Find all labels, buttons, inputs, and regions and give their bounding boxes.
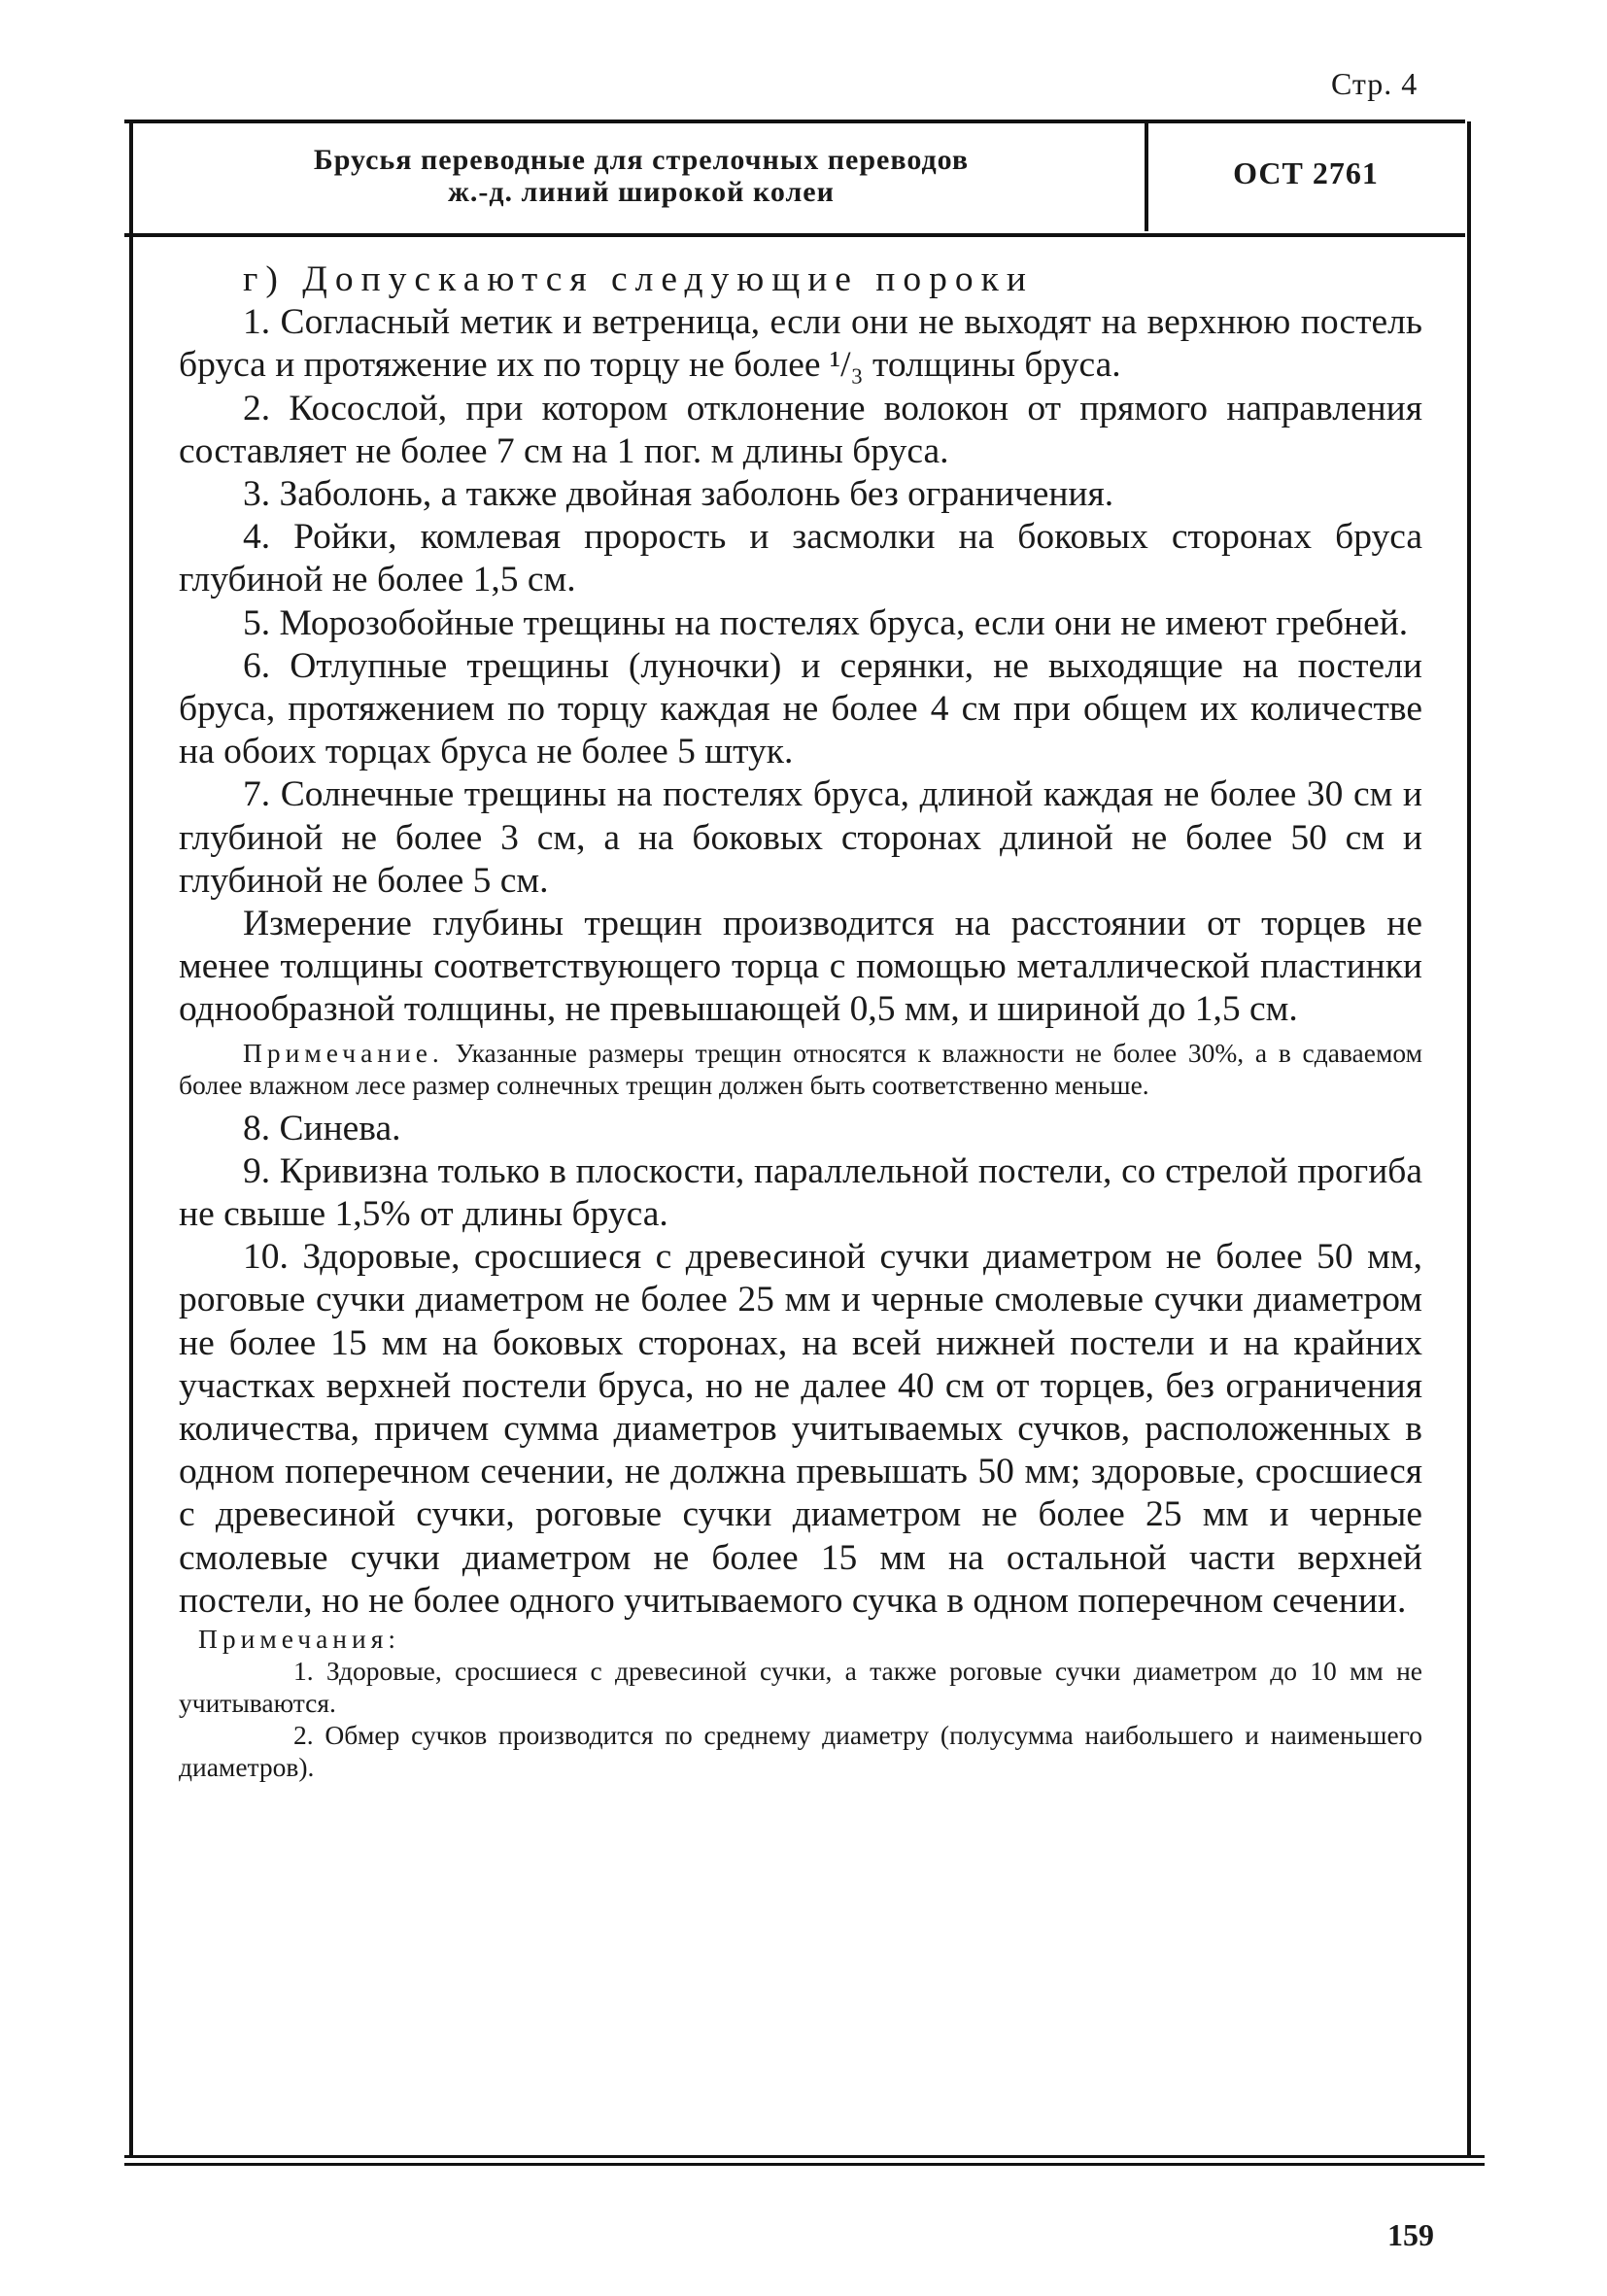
defect-item: 6. Отлупные трещины (луночки) и серянки, не выходящие на постели бруса, протяжением по торцу каждая не более 4 см при общем их количестве на обоих торцах бруса не более 5 штук. <box>179 645 1422 772</box>
header-divider <box>1145 122 1148 231</box>
defect-item: 10. Здоровые, сросшиеся с древесиной сучки диаметром не более 50 мм, роговые сучки диаметром не более 25 мм и черные смолевые сучки диаметром не более 15 мм на боковых сторонах, на всей нижней постели и на крайних участках верхней постели бруса, но не далее 40 см от торцев, без ограничения количества, причем сумма диаметров учитываемых сучков, расположенных в одном поперечном сечении, не должна превышать 50 мм; здоровые, сросшиеся с древесиной сучки, роговые сучки диаметром не более 25 мм и черные смолевые сучки диаметром не более 15 мм на остальной части верхней постели, но не более одного учитываемого сучка в одном поперечном сечении. <box>179 1237 1422 1621</box>
document-title-line1: Брусья переводные для стрелочных переводов <box>313 144 970 176</box>
frame-bottom-rule-double <box>124 2163 1485 2166</box>
document-title <box>155 144 1127 208</box>
header-bottom-rule <box>124 233 1465 237</box>
frame-right-rule <box>1467 121 1471 2157</box>
document-title-line2: ж.-д. линий широкой колеи <box>448 176 835 208</box>
notes-heading: Примечания: <box>198 1624 401 1655</box>
frame-top-rule <box>124 120 1465 123</box>
page-number: 159 <box>1387 2217 1434 2252</box>
defect-item: 3. Заболонь, а также двойная заболонь без ограничения. <box>243 474 1114 515</box>
note-item: 2. Обмер сучков производится по среднему диаметру (полусумма наибольшего и наименьшего диаметров). <box>179 1720 1422 1783</box>
measurement-paragraph: Измерение глубины трещин производится на расстоянии от торцев не менее толщины соответствующего торца с помощью металлической пластинки однообразной толщины, не превышающей 0,5 мм, и шириной до 1,5 см. <box>179 904 1422 1030</box>
defect-item: 5. Морозобойные трещины на постелях бруса, если они не имеют гребней. <box>243 602 1409 643</box>
note-1-label: Примечание. <box>243 1037 444 1068</box>
standard-code: ОСТ 2761 <box>1233 155 1379 190</box>
defect-item: 9. Кривизна только в плоскости, параллельной постели, со стрелой прогиба не свыше 1,5% от длины бруса. <box>179 1150 1422 1235</box>
defect-item: 7. Солнечные трещины на постелях бруса, длиной каждая не более 30 см и глубиной не более 3 см, а на боковых сторонах длиной не более 50 см и глубиной не более 5 см. <box>179 774 1422 901</box>
frame-left-rule <box>129 121 133 2157</box>
defect-item: 1. Согласный метик и ветреница, если они не выходят на верхнюю постель бруса и протяжение их по торцу не более ¹/₃ толщины бруса. <box>179 302 1422 386</box>
defect-item: 2. Косослой, при котором отклонение волокон от прямого направления составляет не более 7 см на 1 пог. м длины бруса. <box>179 388 1422 471</box>
frame-bottom-rule <box>124 2155 1485 2158</box>
note-1 <box>179 1037 1422 1101</box>
defect-item: 8. Синева. <box>243 1108 401 1148</box>
note-1-text: Указанные размеры трещин относятся к влажности не более 30%, а в сдаваемом более влажном лесе размер солнечных трещин должен быть соответственно меньше. <box>179 1037 1422 1100</box>
defect-item: 4. Ройки, комлевая прорость и засмолки на боковых сторонах бруса глубиной не более 1,5 см. <box>179 517 1422 600</box>
page-label-top: Стр. 4 <box>1331 66 1419 101</box>
document-body <box>179 258 1422 1783</box>
note-item: 1. Здоровые, сросшиеся с древесиной сучки, а также роговые сучки диаметром до 10 мм не учитываются. <box>179 1656 1422 1719</box>
section-title: г) Допускаются следующие пороки <box>243 259 1034 299</box>
